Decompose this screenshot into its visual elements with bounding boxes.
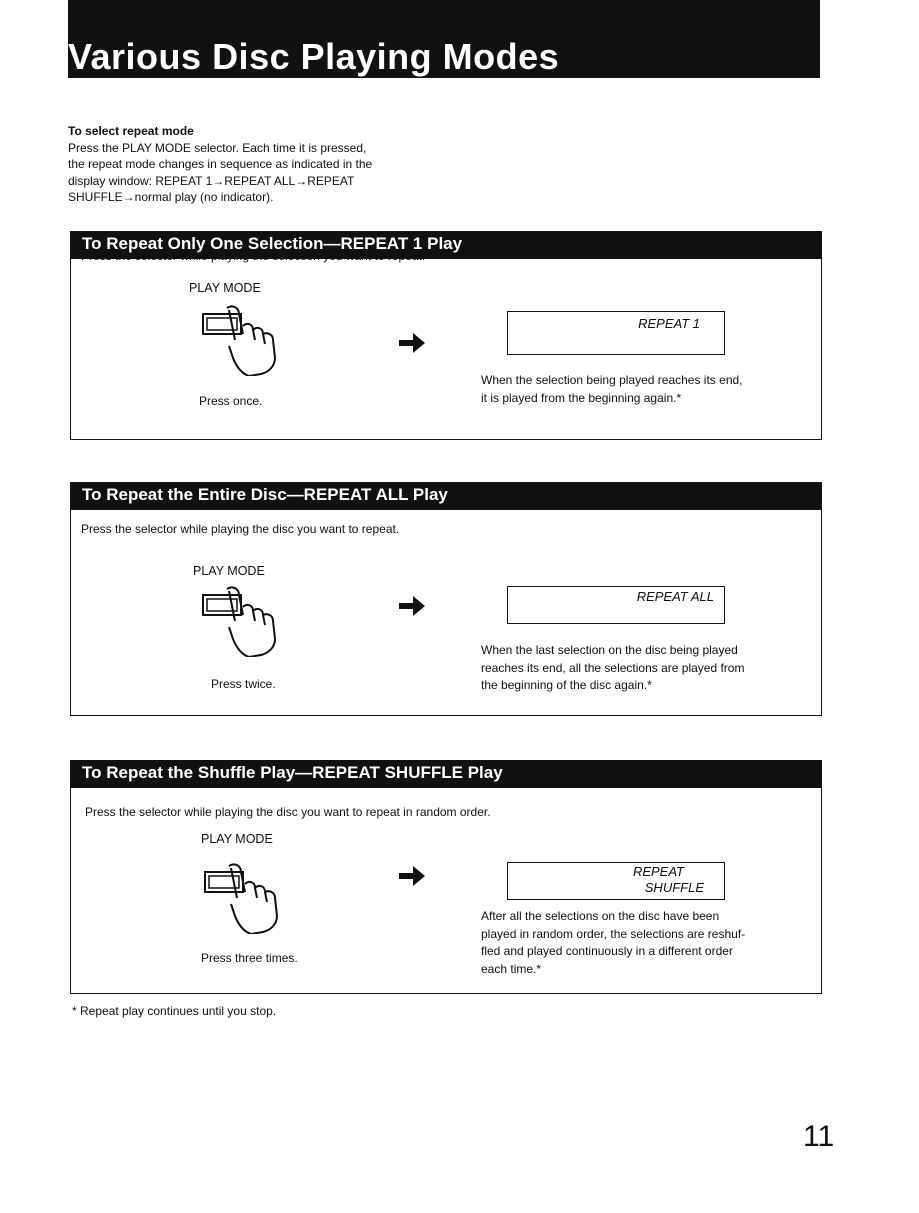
section-repeat-1 bbox=[70, 231, 822, 440]
right-arrow-icon bbox=[397, 864, 427, 888]
display-window bbox=[507, 862, 725, 900]
result-text bbox=[481, 642, 744, 695]
section-repeat-shuffle bbox=[70, 760, 822, 994]
result-line: the beginning of the disc again.* bbox=[481, 678, 652, 692]
press-instruction: Press twice. bbox=[211, 677, 276, 691]
result-line: fled and played continuously in a different order bbox=[481, 944, 733, 958]
right-arrow-icon bbox=[397, 594, 427, 618]
hand-pressing-button-icon bbox=[201, 858, 297, 934]
section-description: Press the selector while playing the selection you want to repeat. bbox=[81, 249, 426, 263]
display-window bbox=[507, 311, 725, 355]
footnote: * Repeat play continues until you stop. bbox=[72, 1004, 277, 1018]
section-description: Press the selector while playing the disc you want to repeat in random order. bbox=[85, 805, 491, 819]
page-title: Various Disc Playing Modes bbox=[68, 36, 560, 77]
hand-pressing-button-icon bbox=[199, 581, 295, 657]
page-title-bar bbox=[68, 0, 820, 78]
display-window bbox=[507, 586, 725, 624]
result-line: played in random order, the selections are reshuf- bbox=[481, 926, 746, 941]
result-line: When the selection being played reaches its end, bbox=[481, 373, 743, 387]
intro-heading: To select repeat mode bbox=[68, 124, 194, 138]
section-header bbox=[70, 482, 822, 510]
play-mode-label: PLAY MODE bbox=[193, 564, 265, 578]
display-text: REPEAT 1 bbox=[638, 316, 700, 331]
intro-block bbox=[68, 123, 488, 206]
result-line: it is played from the beginning again.* bbox=[481, 390, 682, 405]
play-mode-label: PLAY MODE bbox=[201, 832, 273, 846]
result-line: each time.* bbox=[481, 961, 542, 976]
section-title: To Repeat the Entire Disc—REPEAT ALL Play bbox=[82, 485, 448, 504]
section-title: To Repeat Only One Selection—REPEAT 1 Play bbox=[82, 234, 463, 253]
intro-line: the repeat mode changes in sequence as indicated in the bbox=[68, 157, 373, 171]
display-text: REPEAT ALL bbox=[636, 589, 714, 604]
section-repeat-all bbox=[70, 482, 822, 716]
intro-line: display window: REPEAT 1→REPEAT ALL→REPEAT bbox=[68, 173, 355, 188]
result-text bbox=[481, 908, 745, 978]
display-text: SHUFFLE bbox=[644, 880, 704, 895]
result-line: When the last selection on the disc being played bbox=[481, 643, 738, 657]
page-number: 11 bbox=[803, 1120, 835, 1153]
right-arrow-icon bbox=[397, 331, 427, 355]
display-text: REPEAT bbox=[632, 864, 684, 879]
hand-pressing-button-icon bbox=[199, 300, 295, 376]
press-instruction: Press three times. bbox=[201, 951, 298, 965]
press-instruction: Press once. bbox=[199, 394, 263, 408]
section-header bbox=[70, 760, 822, 788]
section-title: To Repeat the Shuffle Play—REPEAT SHUFFLE Play bbox=[82, 763, 503, 782]
intro-line: Press the PLAY MODE selector. Each time it is pressed, bbox=[68, 140, 367, 155]
section-description: Press the selector while playing the disc you want to repeat. bbox=[81, 522, 400, 536]
intro-line: SHUFFLE→normal play (no indicator). bbox=[68, 190, 274, 204]
result-line: After all the selections on the disc have been bbox=[481, 909, 720, 923]
play-mode-label: PLAY MODE bbox=[189, 281, 261, 295]
result-line: reaches its end, all the selections are played from bbox=[481, 660, 745, 675]
result-text bbox=[481, 372, 743, 407]
